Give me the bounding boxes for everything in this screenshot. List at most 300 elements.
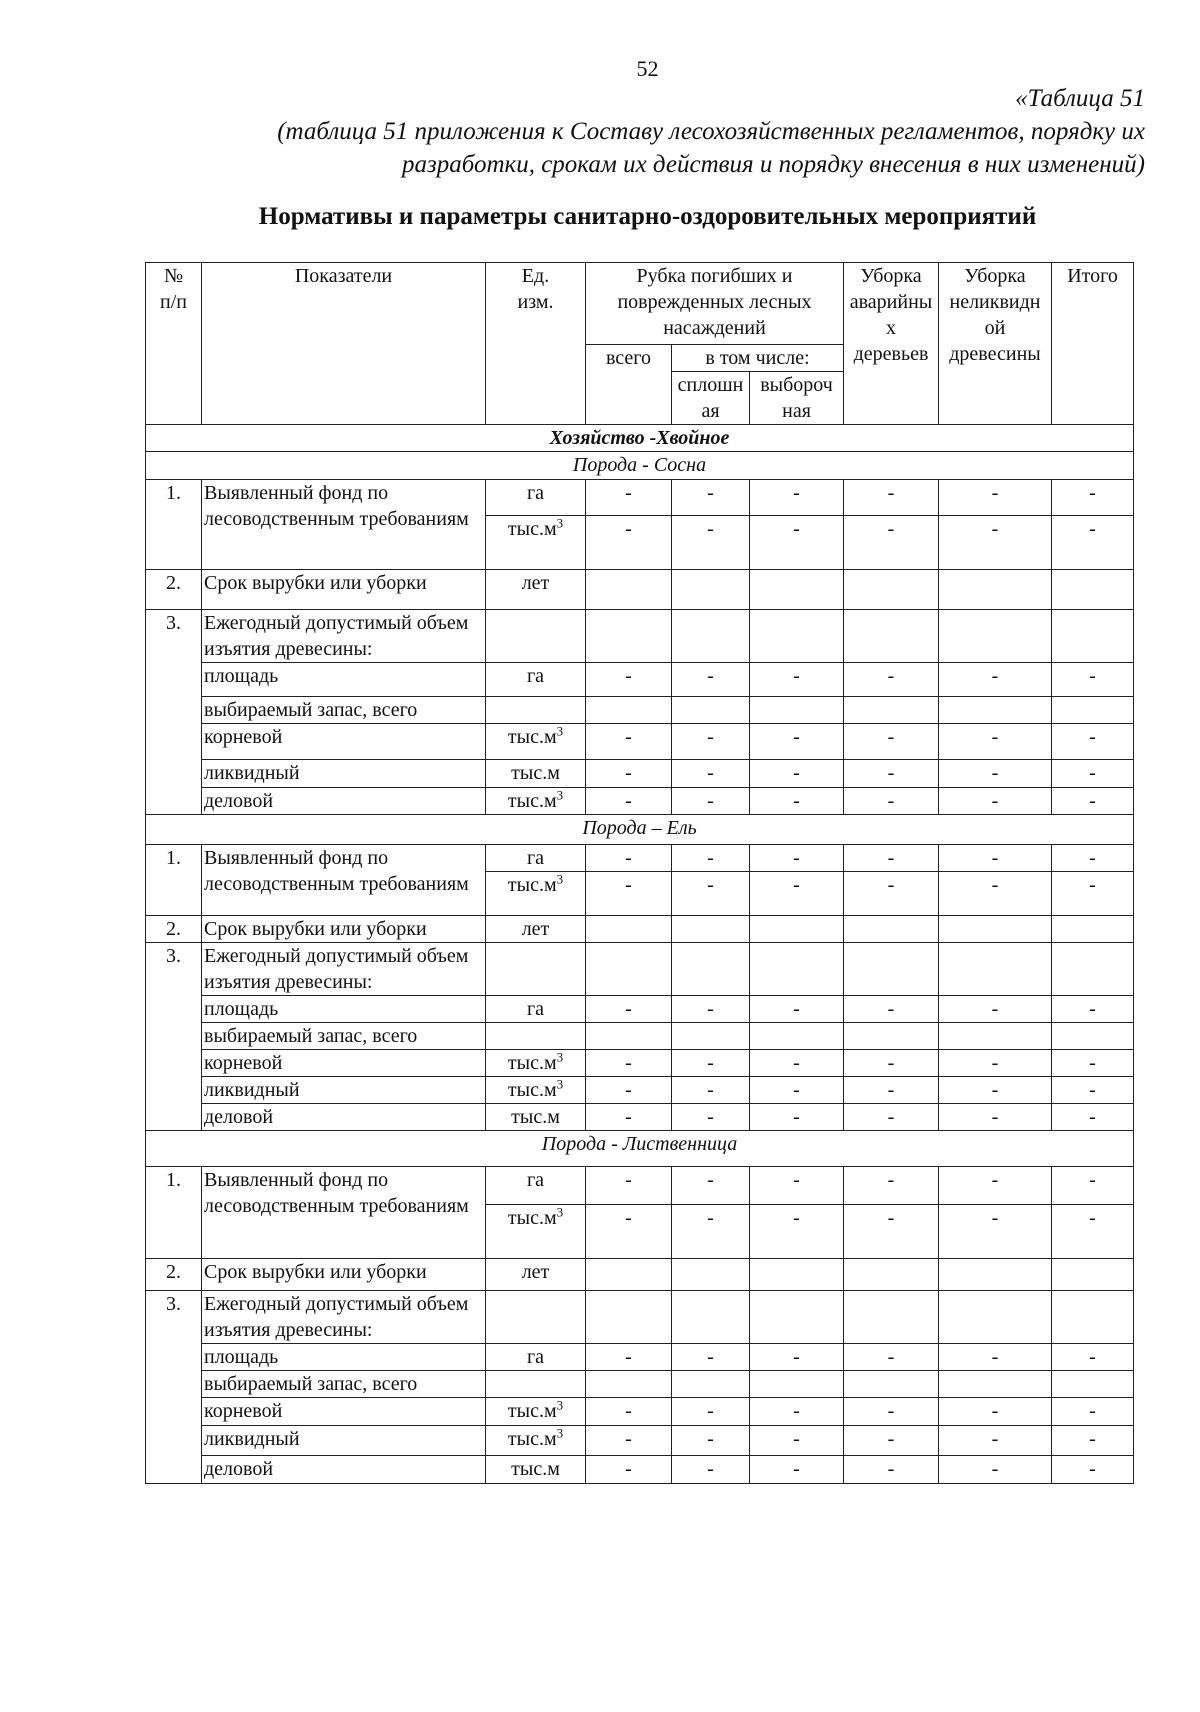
dash: - — [887, 1400, 895, 1422]
value-cell — [750, 788, 844, 815]
row-label-text: Выявленный фонд по лесоводственным требованиям — [204, 1169, 469, 1217]
empty-cell — [1052, 943, 1134, 996]
table-row — [146, 570, 1134, 610]
value-cell — [1052, 1426, 1134, 1456]
value-cell — [750, 1344, 844, 1371]
value-cell — [586, 845, 672, 872]
row-label-text: деловой — [204, 790, 274, 812]
row-label-text: Срок вырубки или уборки — [204, 572, 427, 594]
dash: - — [625, 726, 632, 748]
unit-label: га — [526, 1346, 545, 1368]
row-number — [146, 1259, 202, 1291]
value-cell — [672, 1104, 750, 1131]
dash: - — [887, 874, 895, 896]
value-cell — [750, 1456, 844, 1484]
farm-title: Хозяйство -Хвойное — [549, 427, 730, 449]
value-cell — [750, 724, 844, 760]
value-cell — [672, 1426, 750, 1456]
value-cell — [939, 1104, 1052, 1131]
dash: - — [707, 874, 714, 896]
dash: - — [793, 1169, 800, 1191]
value-cell — [1052, 788, 1134, 815]
dash: - — [991, 482, 999, 504]
unit-label: тыс.м — [507, 1079, 557, 1101]
row-number — [146, 845, 202, 916]
row-label — [202, 480, 486, 570]
dash: - — [991, 1458, 999, 1480]
value-cell — [672, 663, 750, 697]
dash: - — [1089, 518, 1096, 540]
row-number-text: 3. — [166, 612, 181, 634]
table-row — [146, 697, 1134, 724]
dash: - — [793, 874, 800, 896]
empty-cell — [939, 916, 1052, 943]
empty-cell — [1052, 1023, 1134, 1050]
dash: - — [793, 726, 800, 748]
value-cell — [586, 788, 672, 815]
value-cell — [750, 480, 844, 516]
unit-label: тыс.м — [507, 874, 557, 896]
value-cell — [750, 845, 844, 872]
value-cell — [750, 872, 844, 916]
empty-cell — [486, 610, 586, 663]
dash: - — [625, 1400, 632, 1422]
value-cell — [939, 1167, 1052, 1205]
dash: - — [1089, 1428, 1096, 1450]
value-cell — [586, 724, 672, 760]
header-row — [146, 263, 1134, 345]
empty-cell — [939, 610, 1052, 663]
row-label — [202, 1077, 486, 1104]
farm-heading — [146, 425, 1134, 452]
value-cell — [844, 845, 939, 872]
dash: - — [793, 665, 800, 687]
value-cell — [939, 1077, 1052, 1104]
unit-label: га — [526, 847, 545, 869]
row-label-text: площадь — [204, 998, 279, 1020]
empty-cell — [672, 570, 750, 610]
dash: - — [707, 847, 714, 869]
dash: - — [1089, 1207, 1096, 1229]
value-cell — [750, 996, 844, 1023]
row-number-text: 1. — [166, 482, 181, 504]
value-cell — [1052, 724, 1134, 760]
empty-cell — [844, 943, 939, 996]
empty-cell — [750, 1371, 844, 1398]
empty-cell — [672, 916, 750, 943]
dash: - — [991, 998, 999, 1020]
dash: - — [625, 1169, 632, 1191]
value-cell — [844, 1344, 939, 1371]
dash: - — [1089, 1079, 1096, 1101]
dash: - — [793, 1428, 800, 1450]
page-number: 52 — [636, 56, 659, 81]
table-row — [146, 663, 1134, 697]
dash: - — [991, 726, 999, 748]
empty-cell — [1052, 1291, 1134, 1344]
value-cell — [586, 1456, 672, 1484]
cube-superscript: 3 — [556, 1076, 564, 1092]
row-label — [202, 1426, 486, 1456]
dash: - — [793, 998, 800, 1020]
total-header: Итого — [1067, 265, 1118, 287]
unit-cell — [486, 516, 586, 570]
unit-cell — [486, 1344, 586, 1371]
row-label-text: площадь — [204, 1346, 279, 1368]
value-cell — [1052, 872, 1134, 916]
row-label-text: выбираемый запас, всего — [204, 699, 418, 721]
row-number-text: 2. — [166, 572, 181, 594]
dash: - — [793, 1207, 800, 1229]
cube-superscript: 3 — [556, 723, 564, 739]
dash: - — [625, 482, 632, 504]
value-cell — [586, 1077, 672, 1104]
empty-cell — [939, 570, 1052, 610]
col-all-header — [586, 345, 672, 425]
unit-cell — [486, 788, 586, 815]
table-caption-line2: (таблица 51 приложения к Составу лесохозяйственных регламентов, порядку их — [277, 118, 1145, 145]
value-cell — [750, 1104, 844, 1131]
row-label-text: ликвидный — [204, 1079, 300, 1101]
value-cell — [586, 1344, 672, 1371]
row-number-text: 3. — [166, 1293, 181, 1315]
dash: - — [887, 518, 895, 540]
empty-cell — [1052, 916, 1134, 943]
value-cell — [939, 1344, 1052, 1371]
empty-cell — [586, 1291, 672, 1344]
row-label-text: ликвидный — [204, 1428, 300, 1450]
row-label — [202, 1104, 486, 1131]
dash: - — [707, 1052, 714, 1074]
unit-label: лет — [521, 918, 550, 940]
value-cell — [844, 1426, 939, 1456]
empty-cell — [1052, 1371, 1134, 1398]
empty-cell — [750, 610, 844, 663]
cube-superscript: 3 — [556, 1425, 564, 1441]
row-label — [202, 1344, 486, 1371]
value-cell — [586, 480, 672, 516]
col-emergency-header — [844, 263, 939, 425]
value-cell — [844, 1050, 939, 1077]
table-row — [146, 1371, 1134, 1398]
value-cell — [672, 996, 750, 1023]
empty-cell — [586, 1023, 672, 1050]
table-row — [146, 724, 1134, 760]
value-cell — [1052, 760, 1134, 788]
unit-cell — [486, 845, 586, 872]
unit-cell — [486, 1398, 586, 1426]
dash: - — [707, 1428, 714, 1450]
row-label — [202, 1167, 486, 1259]
table-row — [146, 1023, 1134, 1050]
empty-cell — [939, 1291, 1052, 1344]
dash: - — [707, 518, 714, 540]
value-cell — [939, 724, 1052, 760]
value-cell — [939, 480, 1052, 516]
dash: - — [793, 847, 800, 869]
table-row — [146, 788, 1134, 815]
table-row — [146, 996, 1134, 1023]
row-label-text: Ежегодный допустимый объем изъятия древесины: — [204, 612, 469, 660]
empty-cell — [672, 1291, 750, 1344]
empty-cell — [1052, 697, 1134, 724]
value-cell — [939, 1456, 1052, 1484]
empty-cell — [939, 1023, 1052, 1050]
row-label — [202, 996, 486, 1023]
value-cell — [586, 996, 672, 1023]
unit-label: тыс.м — [507, 726, 557, 748]
unit-cell — [486, 1259, 586, 1291]
row-number — [146, 1167, 202, 1259]
dash: - — [625, 790, 632, 812]
unit-cell — [486, 1456, 586, 1484]
dash: - — [625, 665, 632, 687]
dash: - — [1089, 1106, 1096, 1128]
empty-cell — [672, 1259, 750, 1291]
unit-cell — [486, 724, 586, 760]
col-illiquid-header — [939, 263, 1052, 425]
value-cell — [586, 1205, 672, 1259]
row-label — [202, 845, 486, 916]
empty-cell — [844, 697, 939, 724]
value-cell — [844, 663, 939, 697]
dash: - — [887, 790, 895, 812]
row-number — [146, 570, 202, 610]
value-cell — [750, 760, 844, 788]
value-cell — [1052, 1205, 1134, 1259]
row-label-text: Выявленный фонд по лесоводственным требованиям — [204, 847, 469, 895]
value-cell — [1052, 1077, 1134, 1104]
row-number — [146, 480, 202, 570]
section-heading — [146, 452, 1134, 480]
dash: - — [991, 847, 999, 869]
dash: - — [887, 1346, 895, 1368]
empty-cell — [750, 1023, 844, 1050]
dash: - — [793, 1400, 800, 1422]
cube-superscript: 3 — [556, 1397, 564, 1413]
table-row — [146, 1050, 1134, 1077]
dash: - — [1089, 665, 1096, 687]
value-cell — [939, 516, 1052, 570]
empty-cell — [486, 1291, 586, 1344]
empty-cell — [586, 697, 672, 724]
value-cell — [672, 724, 750, 760]
row-number-text: 2. — [166, 1261, 181, 1283]
value-cell — [1052, 1050, 1134, 1077]
empty-cell — [750, 570, 844, 610]
value-cell — [939, 1205, 1052, 1259]
value-cell — [844, 1456, 939, 1484]
table-row — [146, 1259, 1134, 1291]
dash: - — [793, 1458, 800, 1480]
dash: - — [887, 665, 895, 687]
empty-cell — [844, 610, 939, 663]
empty-cell — [939, 1371, 1052, 1398]
empty-cell — [750, 697, 844, 724]
dash: - — [1089, 874, 1096, 896]
dash: - — [625, 874, 632, 896]
empty-cell — [844, 916, 939, 943]
unit-label: тыс.м — [507, 790, 557, 812]
dash: - — [793, 790, 800, 812]
empty-cell — [939, 697, 1052, 724]
unit-cell — [486, 916, 586, 943]
indicator-header: Показатели — [294, 265, 393, 287]
value-cell — [1052, 1344, 1134, 1371]
empty-cell — [486, 1023, 586, 1050]
value-cell — [586, 516, 672, 570]
dash: - — [991, 790, 999, 812]
empty-cell — [672, 610, 750, 663]
unit-label: га — [526, 482, 545, 504]
value-cell — [939, 996, 1052, 1023]
dash: - — [991, 874, 999, 896]
dash: - — [793, 1052, 800, 1074]
col-selective-header — [750, 372, 844, 425]
dash: - — [793, 762, 800, 784]
dash: - — [887, 762, 895, 784]
empty-cell — [939, 1259, 1052, 1291]
empty-cell — [672, 1371, 750, 1398]
dash: - — [991, 1169, 999, 1191]
value-cell — [586, 1398, 672, 1426]
dash: - — [991, 1400, 999, 1422]
unit-cell — [486, 996, 586, 1023]
unit-cell — [486, 760, 586, 788]
unit-cell — [486, 1077, 586, 1104]
dash: - — [887, 482, 895, 504]
row-label-text: Срок вырубки или уборки — [204, 1261, 427, 1283]
row-label — [202, 1398, 486, 1426]
dash: - — [707, 482, 714, 504]
dash: - — [625, 1428, 632, 1450]
dash: - — [1089, 762, 1096, 784]
col-felling-header — [586, 263, 844, 345]
empty-cell — [486, 943, 586, 996]
row-label — [202, 1259, 486, 1291]
empty-cell — [1052, 1259, 1134, 1291]
table-row — [146, 916, 1134, 943]
row-label — [202, 610, 486, 663]
dash: - — [1089, 482, 1096, 504]
row-label-text: деловой — [204, 1106, 274, 1128]
dash: - — [707, 1106, 714, 1128]
unit-label: тыс.м — [507, 1428, 557, 1450]
col-indicator-header — [202, 263, 486, 425]
value-cell — [586, 760, 672, 788]
row-label — [202, 570, 486, 610]
unit-label: тыс.м — [507, 1207, 557, 1229]
unit-label: га — [526, 998, 545, 1020]
value-cell — [1052, 845, 1134, 872]
value-cell — [672, 1205, 750, 1259]
table-row — [146, 1456, 1134, 1484]
felling-header: Рубка погибших и поврежденных лесных насаждений — [617, 265, 812, 339]
dash: - — [991, 665, 999, 687]
row-label-text: корневой — [204, 1400, 283, 1422]
value-cell — [1052, 1398, 1134, 1426]
unit-label: га — [526, 1169, 545, 1191]
dash: - — [887, 1079, 895, 1101]
value-cell — [844, 996, 939, 1023]
empty-cell — [844, 1291, 939, 1344]
value-cell — [750, 1050, 844, 1077]
table-row — [146, 1291, 1134, 1344]
dash: - — [707, 1079, 714, 1101]
dash: - — [625, 1346, 632, 1368]
empty-cell — [586, 943, 672, 996]
table-row — [146, 1167, 1134, 1205]
empty-cell — [586, 916, 672, 943]
unit-label: га — [526, 665, 545, 687]
value-cell — [586, 1426, 672, 1456]
col-including-header — [672, 345, 844, 372]
value-cell — [1052, 516, 1134, 570]
section-title: Порода - Сосна — [572, 454, 707, 476]
value-cell — [750, 1167, 844, 1205]
dash: - — [793, 518, 800, 540]
dash: - — [625, 1207, 632, 1229]
dash: - — [707, 726, 714, 748]
col-unit-header — [486, 263, 586, 425]
value-cell — [750, 1426, 844, 1456]
empty-cell — [586, 1259, 672, 1291]
empty-cell — [486, 1371, 586, 1398]
unit-label: тыс.м — [511, 762, 560, 784]
value-cell — [672, 1398, 750, 1426]
section-heading — [146, 1131, 1134, 1167]
value-cell — [672, 1167, 750, 1205]
row-label-text: Ежегодный допустимый объем изъятия древесины: — [204, 1293, 469, 1341]
value-cell — [844, 1398, 939, 1426]
empty-cell — [1052, 610, 1134, 663]
table-row — [146, 845, 1134, 872]
value-cell — [672, 872, 750, 916]
unit-label: тыс.м — [507, 1400, 557, 1422]
table-row — [146, 760, 1134, 788]
dash: - — [1089, 790, 1096, 812]
including-header: в том числе: — [705, 347, 810, 369]
unit-label: тыс.м — [507, 1052, 557, 1074]
value-cell — [844, 872, 939, 916]
table-row — [146, 1426, 1134, 1456]
empty-cell — [844, 1023, 939, 1050]
row-label-text: деловой — [204, 1458, 274, 1480]
unit-label: тыс.м — [511, 1458, 560, 1480]
dash: - — [887, 726, 895, 748]
dash: - — [991, 1346, 999, 1368]
dash: - — [707, 1207, 714, 1229]
all-header: всего — [605, 347, 652, 369]
cube-superscript: 3 — [556, 787, 564, 803]
dash: - — [887, 847, 895, 869]
unit-cell — [486, 1104, 586, 1131]
clear-header: сплошн ая — [677, 374, 744, 422]
row-number — [146, 943, 202, 1131]
dash: - — [1089, 1400, 1096, 1422]
dash: - — [991, 1106, 999, 1128]
row-label — [202, 1456, 486, 1484]
unit-cell — [486, 570, 586, 610]
value-cell — [844, 1077, 939, 1104]
empty-cell — [750, 1259, 844, 1291]
value-cell — [586, 1050, 672, 1077]
dash: - — [793, 1106, 800, 1128]
value-cell — [750, 1205, 844, 1259]
dash: - — [991, 762, 999, 784]
value-cell — [672, 1344, 750, 1371]
table-row — [146, 480, 1134, 516]
